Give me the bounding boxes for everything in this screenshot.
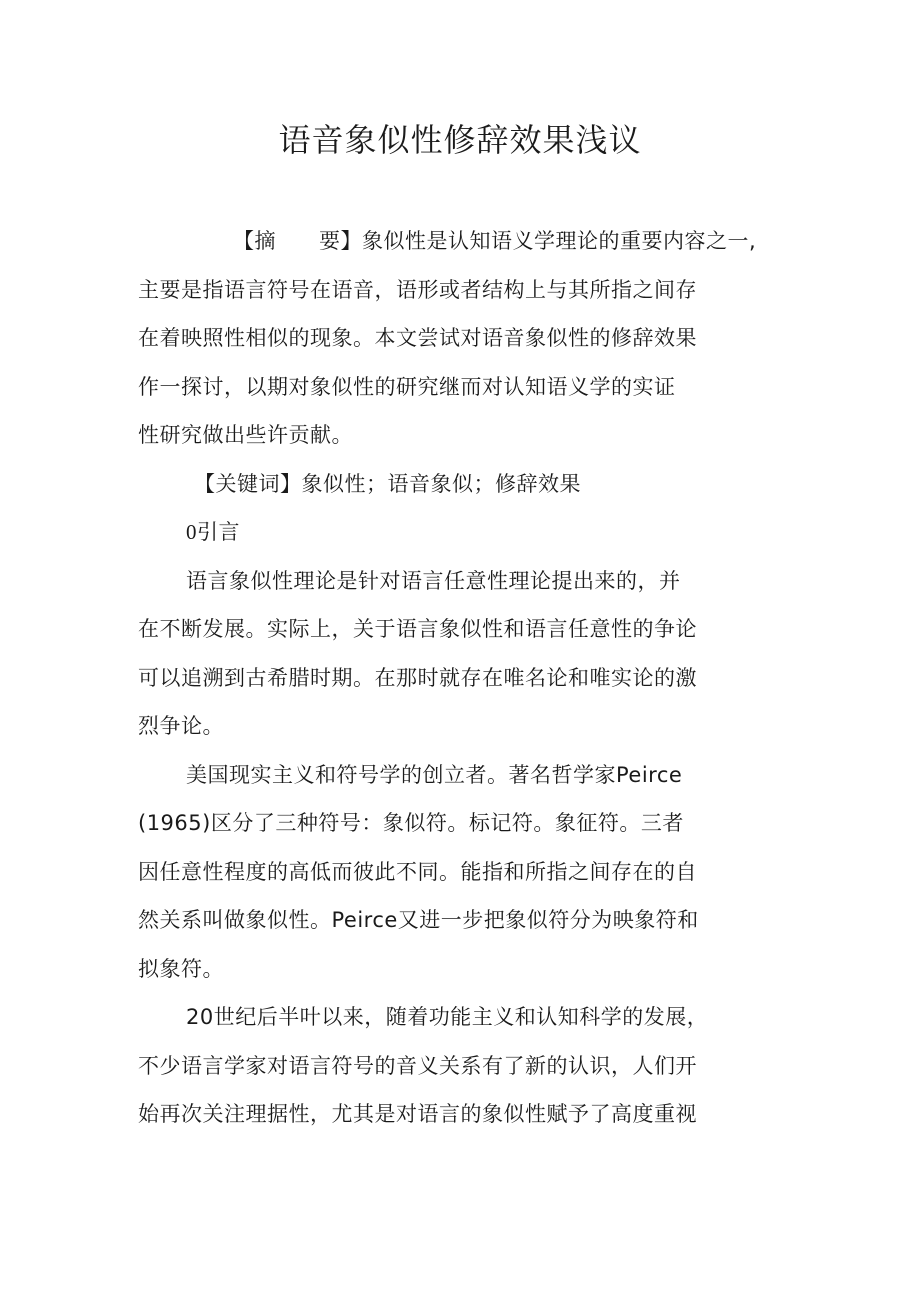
keywords-text: 象似性；语音象似；修辞效果 bbox=[301, 472, 581, 496]
abstract-text-line: 作一探讨，以期对象似性的研究继而对认知语义学的实证 bbox=[138, 375, 676, 399]
paragraph-line: 语言象似性理论是针对语言任意性理论提出来的，并 bbox=[186, 569, 681, 593]
paragraph-line: 拟象符。 bbox=[138, 957, 224, 981]
paragraph-line: 20世纪后半叶以来，随着功能主义和认知科学的发展， bbox=[186, 1005, 709, 1029]
keywords-line bbox=[194, 469, 581, 499]
paragraph-line: 然关系叫做象似性。Peirce又进一步把象似符分为映象符和 bbox=[138, 908, 699, 932]
section-heading bbox=[186, 517, 240, 547]
page-title: 语音象似性修辞效果浅议 bbox=[278, 121, 642, 159]
paragraph-line: 不少语言学家对语言符号的音义关系有了新的认识，人们开 bbox=[138, 1054, 697, 1078]
abstract-text-line: 性研究做出些许贡献。 bbox=[138, 423, 353, 447]
paragraph-line: (1965)区分了三种符号：象似符。标记符。象征符。三者 bbox=[138, 811, 684, 835]
paragraph-line: 美国现实主义和符号学的创立者。著名哲学家Peirce bbox=[186, 763, 683, 787]
paragraph-line: 烈争论。 bbox=[138, 714, 224, 738]
section-title: 引言 bbox=[197, 520, 240, 544]
section-number: 0 bbox=[186, 520, 197, 544]
abstract-text-line: 象似性是认知语义学理论的重要内容之一, bbox=[362, 229, 757, 253]
paragraph-line: 在不断发展。实际上，关于语言象似性和语言任意性的争论 bbox=[138, 617, 697, 641]
paragraph-line: 可以追溯到古希腊时期。在那时就存在唯名论和唯实论的激 bbox=[138, 666, 697, 690]
paragraph-line: 因任意性程度的高低而彼此不同。能指和所指之间存在的自 bbox=[138, 860, 697, 884]
keywords-label: 【关键词】 bbox=[194, 472, 302, 496]
abstract-label: 【摘 要】 bbox=[233, 229, 362, 253]
paragraph-line: 始再次关注理据性，尤其是对语言的象似性赋予了高度重视 bbox=[138, 1102, 697, 1126]
abstract-first-line bbox=[233, 226, 756, 256]
abstract-text-line: 主要是指语言符号在语音，语形或者结构上与其所指之间存 bbox=[138, 278, 697, 302]
abstract-text-line: 在着映照性相似的现象。本文尝试对语音象似性的修辞效果 bbox=[138, 326, 697, 350]
